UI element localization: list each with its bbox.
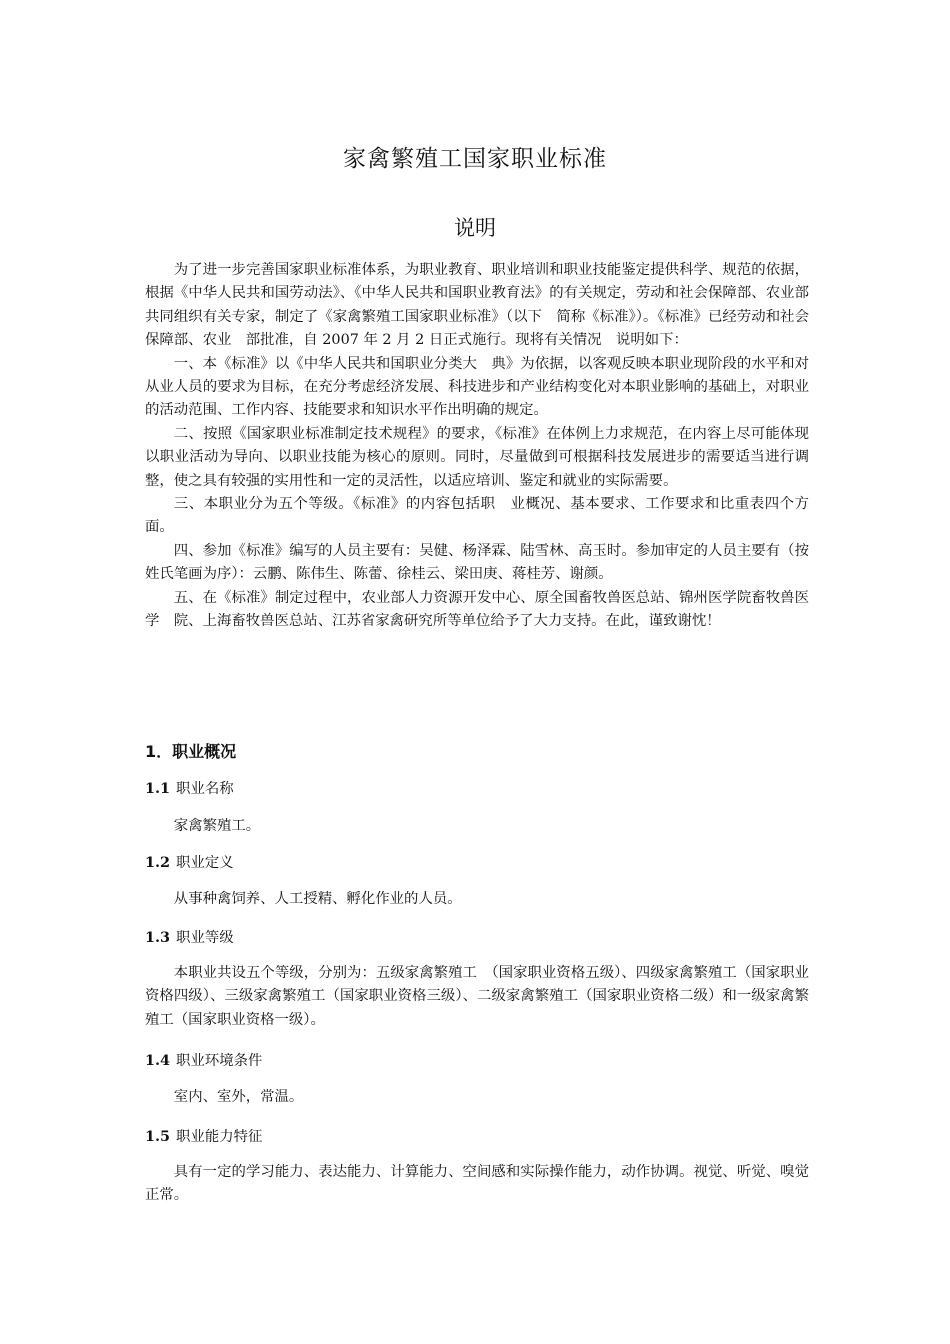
- subheading-title: 职业能力特征: [176, 1129, 263, 1145]
- section-paragraph: 室内、室外，常温。: [173, 1089, 304, 1105]
- section-1-1-text: [145, 815, 809, 838]
- subheading-number: 1.3: [145, 929, 171, 946]
- document-subtitle: 说明: [454, 216, 496, 240]
- section-paragraph: 本职业共设五个等级，分别为：五级家禽繁殖工 （国家职业资格五级）、四级家禽繁殖工（国家职业资格四级）、三级家禽繁殖工（国家职业资格三级）、二级家禽繁殖工（国家职业资格二级）和一级家禽繁殖工（国家职业资格一级）。: [145, 965, 809, 1028]
- subheading-number: 1.5: [145, 1128, 171, 1145]
- subheading-1-4: [145, 1049, 262, 1070]
- intro-paragraph: 为了进一步完善国家职业标准体系，为职业教育、职业培训和职业技能鉴定提供科学、规范的依据，根据《中华人民共和国劳动法》、《中华人民共和国职业教育法》的有关规定，劳动和社会保障部、农业部共同组织有关专家，制定了《家禽繁殖工国家职业标准》（以下 简称《标准》）。《标准》已经劳动和社会保障部、农业 部批准，自 2007 年 2 月 2 日正式施行。现将有关情况 说明如下：: [145, 262, 809, 349]
- section-1-2-text: [145, 888, 809, 911]
- subheading-number: 1.4: [145, 1052, 171, 1069]
- subheading-title: 职业名称: [176, 781, 234, 797]
- subheading-title: 职业等级: [176, 930, 234, 946]
- subheading-1-1: [145, 777, 234, 798]
- intro-paragraph: 一、本《标准》以《中华人民共和国职业分类大 典》为依据，以客观反映本职业现阶段的水平和对从业人员的要求为目标，在充分考虑经济发展、科技进步和产业结构变化对本职业影响的基础上，对职业的活动范围、工作内容、技能要求和知识水平作出明确的规定。: [145, 355, 809, 419]
- section-paragraph: 从事种禽饲养、人工授精、孵化作业的人员。: [173, 891, 462, 907]
- subheading-number: 1.2: [145, 854, 171, 871]
- subheading-number: 1.1: [145, 780, 171, 797]
- subheading-title: 职业环境条件: [176, 1053, 263, 1069]
- intro-paragraph: 三、本职业分为五个等级。《标准》的内容包括职 业概况、基本要求、工作要求和比重表四个方面。: [145, 496, 809, 536]
- intro-section: [145, 259, 809, 634]
- section-paragraph: 具有一定的学习能力、表达能力、计算能力、空间感和实际操作能力，动作协调。视觉、听觉、嗅觉 正常。: [145, 1164, 838, 1204]
- document-title: 家禽繁殖工国家职业标准: [343, 146, 607, 172]
- intro-paragraph: 二、按照《国家职业标准制定技术规程》的要求，《标准》在体例上力求规范，在内容上尽可能体现以职业活动为导向、以职业技能为核心的原则。同时，尽量做到可根据科技发展进步的需要适当进行调整，使之具有较强的实用性和一定的灵活性，以适应培训、鉴定和就业的实际需要。: [145, 425, 809, 489]
- subheading-1-3: [145, 926, 234, 947]
- subheading-1-5: [145, 1125, 262, 1146]
- intro-paragraph: 五、在《标准》制定过程中，农业部人力资源开发中心、原全国畜牧兽医总站、锦州医学院畜牧兽医学 院、上海畜牧兽医总站、江苏省家禽研究所等单位给予了大力支持。在此，谨致谢忱！: [145, 589, 809, 630]
- intro-paragraph: 四、参加《标准》编写的人员主要有：吴健、杨泽霖、陆雪林、高玉时。参加审定的人员主要有（按姓氏笔画为序）：云鹏、陈伟生、陈蕾、徐桂云、梁田庚、蒋桂芳、谢颜。: [145, 542, 809, 583]
- subheading-title: 职业定义: [176, 855, 234, 871]
- section-heading-1: 1．职业概况: [145, 742, 237, 761]
- subheading-1-2: [145, 851, 234, 872]
- section-1-3-text: [145, 962, 809, 1032]
- section-1-5-text: [145, 1161, 838, 1208]
- section-1-4-text: [145, 1086, 809, 1109]
- section-paragraph: 家禽繁殖工。: [173, 818, 261, 834]
